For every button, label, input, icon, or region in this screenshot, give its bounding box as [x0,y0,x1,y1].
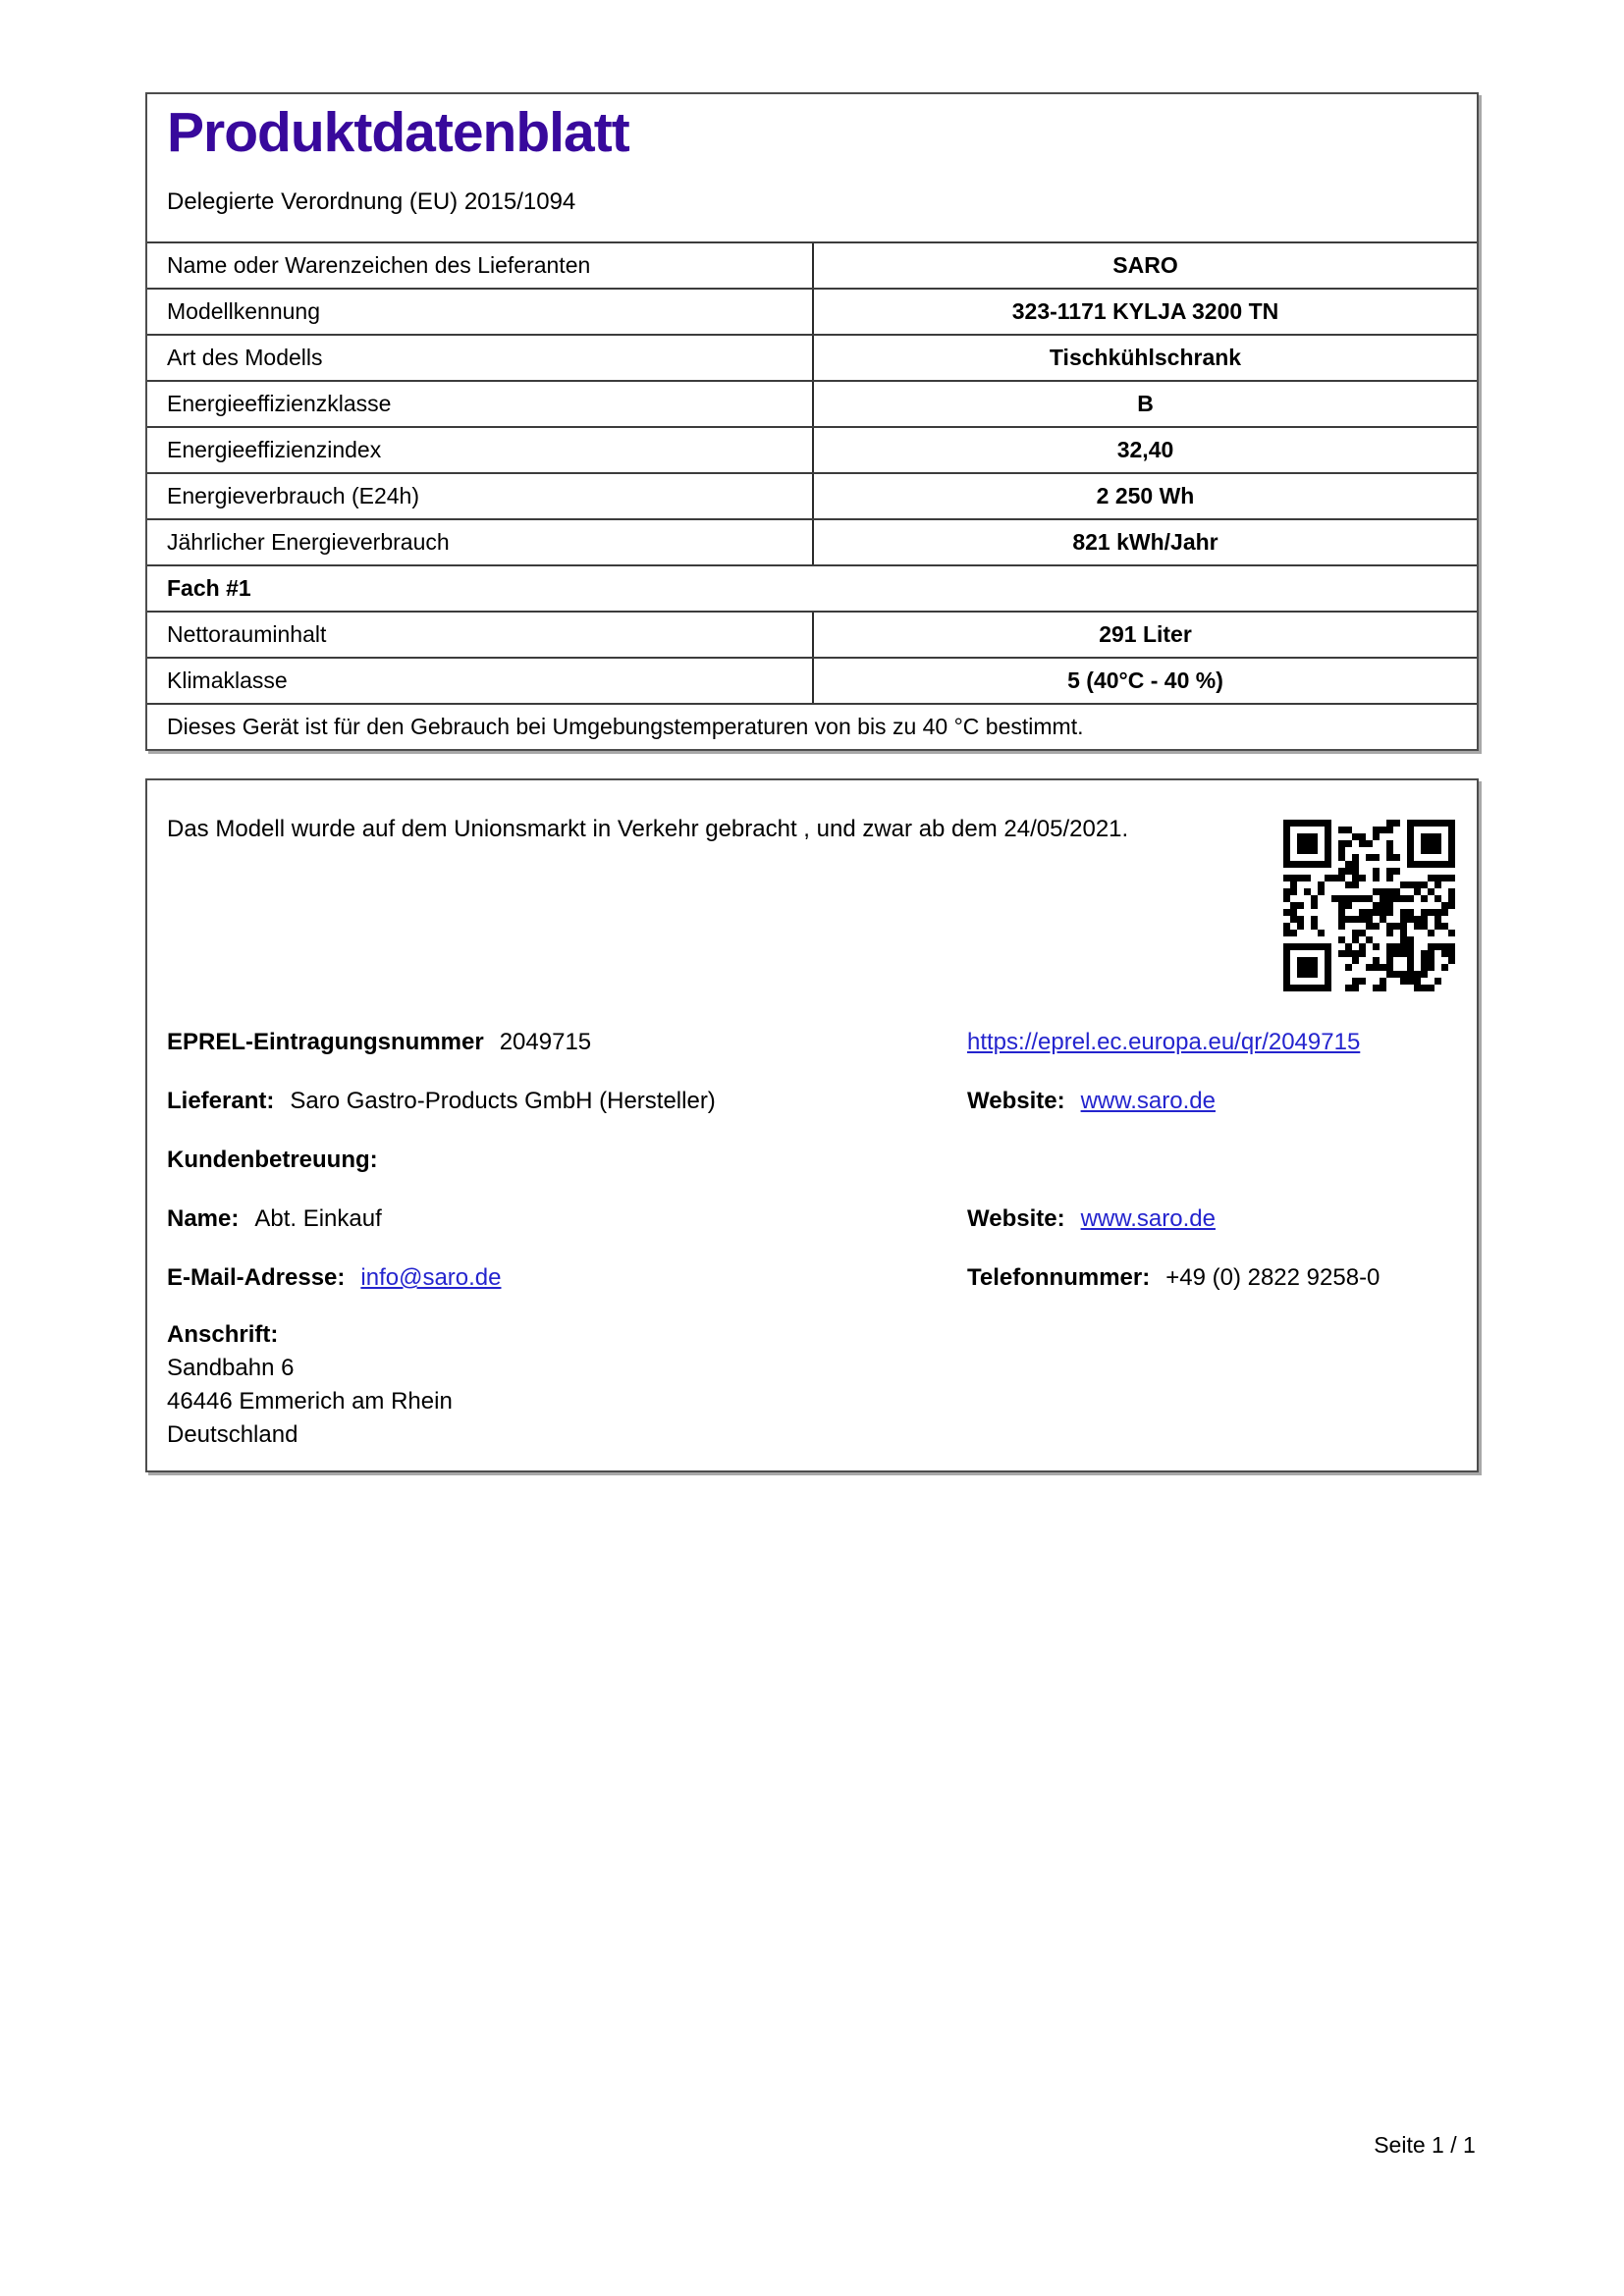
spec-value: 291 Liter [812,613,1477,657]
page-title: Produktdatenblatt [167,101,629,164]
supplier-row [167,1088,1457,1119]
section-header: Fach #1 [167,575,251,601]
email-row [167,1264,1457,1296]
footnote-text: Dieses Gerät ist für den Gebrauch bei Umgebungstemperaturen von bis zu 40 °C bestimmt. [167,714,1084,739]
spec-value: SARO [812,243,1477,288]
info-panel [145,778,1479,1472]
website-link[interactable]: www.saro.de [1080,1088,1216,1114]
regulation-subtitle: Delegierte Verordnung (EU) 2015/1094 [167,188,576,215]
contact-name-row [167,1205,1457,1237]
spec-value: 2 250 Wh [812,474,1477,518]
spec-value: 32,40 [812,428,1477,472]
table-row [147,518,1477,564]
page-indicator: Seite 1 / 1 [1374,2132,1476,2158]
spec-label: Energieverbrauch (E24h) [167,483,419,508]
table-footnote-row [147,703,1477,749]
spec-value: B [812,382,1477,426]
spec-value: 5 (40°C - 40 %) [812,659,1477,703]
spec-label: Energieeffizienzklasse [167,391,392,416]
contact-name-label: Name: [167,1205,240,1232]
email-link[interactable]: info@saro.de [360,1264,502,1291]
spec-label: Nettorauminhalt [167,621,327,647]
spec-value: 323-1171 KYLJA 3200 TN [812,290,1477,334]
address-line: Sandbahn 6 [167,1355,295,1381]
market-statement: Das Modell wurde auf dem Unionsmarkt in Verkehr gebracht , und zwar ab dem 24/05/2021. [167,816,1129,842]
address-block [167,1318,453,1452]
spec-label: Klimaklasse [167,667,288,693]
table-row [147,611,1477,657]
supplier-label: Lieferant: [167,1088,275,1114]
website-link[interactable]: www.saro.de [1080,1205,1216,1232]
email-label: E-Mail-Adresse: [167,1264,346,1291]
qr-code-icon [1283,820,1455,991]
table-section-row [147,564,1477,611]
address-line: Deutschland [167,1421,298,1448]
spec-label: Art des Modells [167,345,323,370]
supplier-value: Saro Gastro-Products GmbH (Hersteller) [290,1088,716,1114]
table-row [147,380,1477,426]
spec-panel [145,92,1479,751]
eprel-link[interactable]: https://eprel.ec.europa.eu/qr/2049715 [967,1029,1361,1055]
eprel-label: EPREL-Eintragungsnummer [167,1029,484,1055]
spec-label: Modellkennung [167,298,321,324]
contact-name-value: Abt. Einkauf [254,1205,382,1232]
website-label: Website: [967,1088,1065,1114]
website-label: Website: [967,1205,1065,1232]
table-row [147,472,1477,518]
address-line: 46446 Emmerich am Rhein [167,1388,453,1415]
table-row [147,334,1477,380]
spec-value: Tischkühlschrank [812,336,1477,380]
address-label: Anschrift: [167,1321,279,1348]
header [147,94,1477,241]
spec-value: 821 kWh/Jahr [812,520,1477,564]
phone-label: Telefonnummer: [967,1264,1151,1291]
table-row [147,657,1477,703]
support-row [167,1147,1457,1178]
spec-label: Energieeffizienzindex [167,437,382,462]
table-row [147,288,1477,334]
phone-value: +49 (0) 2822 9258-0 [1165,1264,1380,1291]
spec-table [147,241,1477,749]
eprel-number: 2049715 [499,1029,592,1055]
spec-label: Name oder Warenzeichen des Lieferanten [167,252,591,278]
table-row [147,241,1477,288]
spec-label: Jährlicher Energieverbrauch [167,529,450,555]
table-row [147,426,1477,472]
eprel-row [167,1029,1457,1060]
support-label: Kundenbetreuung: [167,1147,378,1173]
